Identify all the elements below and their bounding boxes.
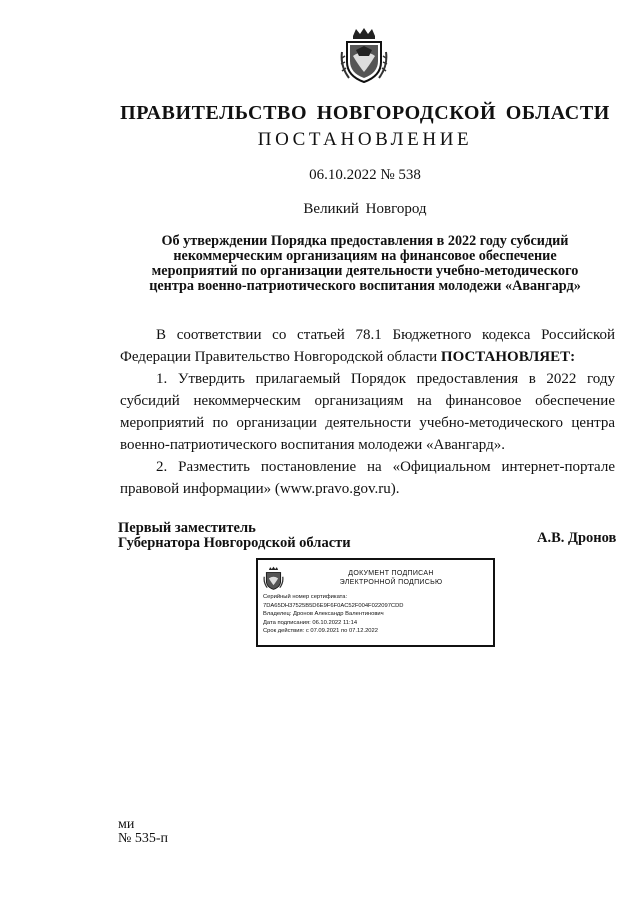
electronic-signature-stamp	[256, 558, 495, 647]
certificate-owner: Владелец: Дронов Александр Валентинович	[263, 611, 384, 617]
subject	[120, 234, 610, 294]
preamble-text: В соответствии со статьей 78.1 Бюджетного кодекса Российской Федерации Правительство Новгородской области	[120, 327, 615, 365]
subject-line: центра военно-патриотического воспитания молодежи «Авангард»	[149, 278, 581, 294]
signer-position	[118, 521, 351, 551]
stamp-title	[296, 569, 486, 587]
coat-of-arms-icon	[263, 565, 284, 591]
signer-name: А.В. Дронов	[537, 530, 617, 546]
city: Великий Новгород	[303, 201, 427, 217]
organization-title: ПРАВИТЕЛЬСТВО НОВГОРОДСКОЙ ОБЛАСТИ	[120, 102, 610, 124]
footer-initials: ми	[118, 817, 135, 832]
validity-period: Срок действия: с 07.09.2021 по 07.12.2022	[263, 628, 378, 634]
subject-line: мероприятий по организации деятельности учебно-методического	[151, 263, 579, 279]
footer-number: № 535-п	[118, 831, 169, 846]
preamble-paragraph	[120, 324, 615, 368]
item-1-paragraph: 1. Утвердить прилагаемый Порядок предоставления в 2022 году субсидий некоммерческим организациям на финансовое обеспечение мероприятий по организации деятельности учебно-методического центра военно-патриотического воспитания молодежи «Авангард».	[120, 371, 615, 453]
coat-of-arms-icon	[339, 26, 389, 84]
subject-line: Об утверждении Порядка предоставления в 2022 году субсидий	[161, 233, 569, 249]
resolves-keyword: ПОСТАНОВЛЯЕТ:	[440, 349, 576, 365]
stamp-details	[263, 593, 404, 636]
stamp-title-line: ДОКУМЕНТ ПОДПИСАН	[348, 570, 434, 577]
subject-line: некоммерческим организациям на финансовое обеспечение	[173, 248, 557, 264]
footer-reference	[118, 818, 168, 846]
stamp-title-line: ЭЛЕКТРОННОЙ ПОДПИСЬЮ	[339, 579, 443, 586]
document-body	[120, 324, 615, 500]
date-number: 06.10.2022 № 538	[309, 167, 421, 183]
signing-date: Дата подписания: 06.10.2022 11:14	[263, 619, 358, 626]
document-type: ПОСТАНОВЛЕНИЕ	[257, 129, 473, 150]
serial-label: Серийный номер сертификата:	[263, 594, 348, 600]
item-2-paragraph: 2. Разместить постановление на «Официальном интернет-портале правовой информации» (www.pravo.gov.ru).	[120, 459, 615, 497]
signer-position-line: Первый заместитель	[118, 520, 256, 536]
signer-position-line: Губернатора Новгородской области	[118, 535, 351, 551]
serial-number: 7DA65DH37525B5D6E9F6F0AC52F004F022097CDD	[263, 602, 404, 609]
